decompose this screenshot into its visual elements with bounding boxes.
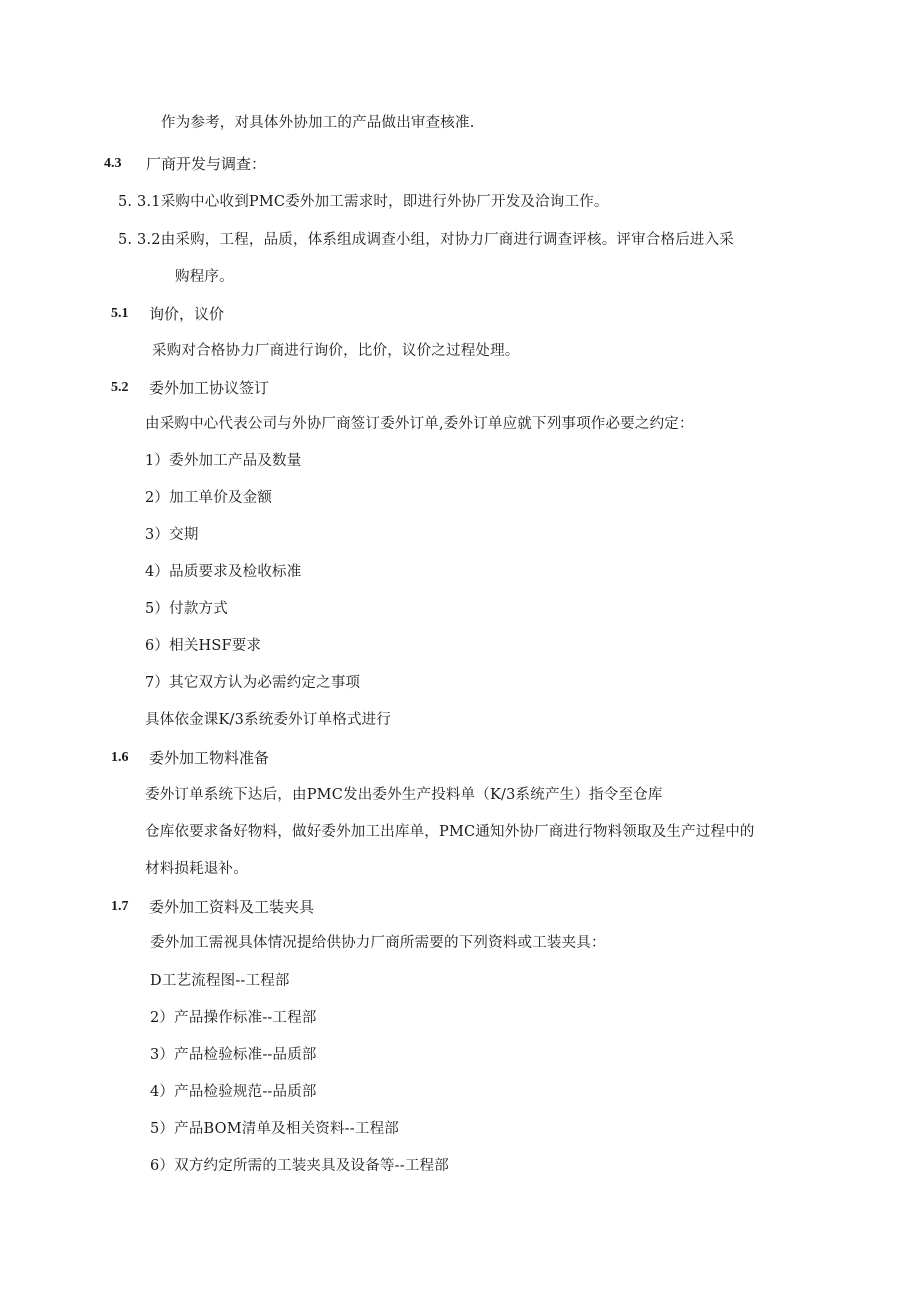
list-item: 5）产品BOM清单及相关资料--工程部 (150, 1121, 399, 1137)
list-item: 2）产品操作标准--工程部 (150, 1010, 317, 1026)
section-title: 委外加工协议签订 (149, 379, 270, 397)
list-item: 6）双方约定所需的工装夹具及设备等--工程部 (150, 1158, 449, 1174)
list-item: 7）其它双方认为必需约定之事项 (145, 675, 361, 691)
paragraph-5-2: 由采购中心代表公司与外协厂商签订委外订单,委外订单应就下列事项作必要之约定： (145, 416, 694, 432)
list-item: 2）加工单价及金额 (145, 490, 273, 506)
list-item: D工艺流程图--工程部 (150, 973, 290, 989)
section-number: 1.6 (111, 750, 129, 765)
list-item: 4）品质要求及检收标准 (145, 564, 302, 580)
list-item: 3）交期 (145, 527, 199, 543)
list-item: 4）产品检验规范--品质部 (150, 1084, 317, 1100)
item-5-3-2: 5. 3.2由采购，工程，品质，体系组成调查小组，对协力厂商进行调查评核。评审合格后进入采 (118, 232, 734, 248)
list-item: 1）委外加工产品及数量 (145, 453, 302, 469)
paragraph-1-7: 委外加工需视具体情况提给供协力厂商所需要的下列资料或工装夹具： (150, 935, 606, 951)
intro-line: 作为参考，对具体外协加工的产品做出审查核准. (161, 115, 475, 131)
section-number: 4.3 (104, 156, 122, 171)
paragraph-5-2-end: 具体依金课K/3系统委外订单格式进行 (145, 712, 392, 728)
paragraph-5-1: 采购对合格协力厂商进行询价，比价，议价之过程处理。 (152, 343, 520, 359)
paragraph-1-6: 仓库依要求备好物料，做好委外加工出库单，PMC通知外协厂商进行物料领取及生产过程中的 (145, 824, 755, 840)
section-title: 委外加工资料及工装夹具 (149, 898, 315, 916)
section-number: 5.2 (111, 380, 129, 395)
list-item: 3）产品检验标准--品质部 (150, 1047, 317, 1063)
list-item: 5）付款方式 (145, 601, 228, 617)
section-number: 5.1 (111, 306, 129, 321)
list-item: 6）相关HSF要求 (145, 638, 262, 654)
item-5-3-1: 5. 3.1采购中心收到PMC委外加工需求时，即进行外协厂开发及洽询工作。 (118, 194, 609, 210)
section-title: 委外加工物料准备 (149, 749, 270, 767)
paragraph-1-6-continued: 材料损耗退补。 (145, 861, 248, 877)
paragraph-1-6: 委外订单系统下达后，由PMC发出委外生产投料单（K/3系统产生）指令至仓库 (145, 787, 663, 803)
section-title: 厂商开发与调查： (146, 155, 267, 173)
section-number: 1.7 (111, 899, 129, 914)
section-title: 询价，议价 (149, 305, 225, 323)
item-5-3-2-continued: 购程序。 (175, 269, 234, 285)
